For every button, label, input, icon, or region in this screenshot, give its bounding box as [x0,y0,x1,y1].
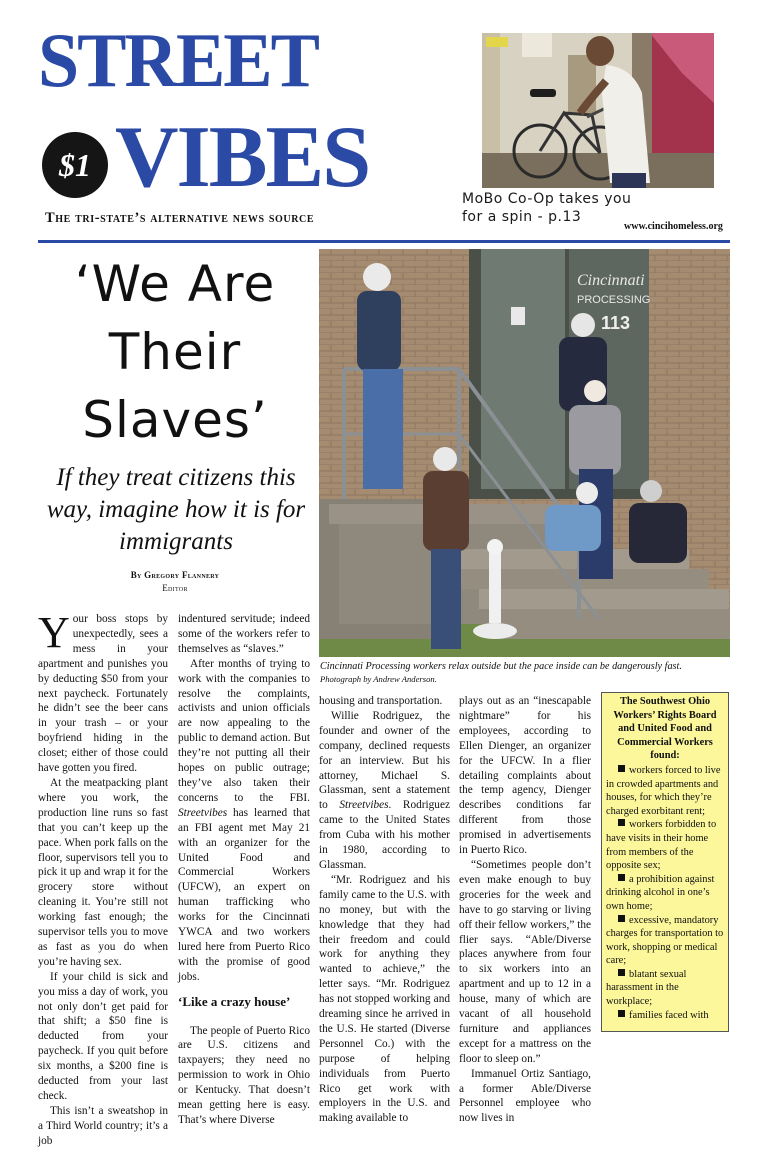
article-paragraph-6-text: After months of trying to work with the companies to resolve the complaints, activists and union officials are now appealing to the public to demand action. But they’re not putting all their hopes on public outrage; they’ve also taken their concerns to the FBI. [178,657,310,804]
sidebar-item [606,818,724,872]
bullet-square-icon [618,915,625,922]
article-paragraph-7: The people of Puerto Rico are U.S. citizens and taxpayers; they need no permission to work in Ohio or Kentucky. That doesn’t mean getting here is easy. That’s where Diverse [178,1024,310,1126]
byline-author: By Gregory Flannery [130,570,220,580]
sidebar-item-text: workers forbidden to have visits in their home from members of the opposite sex; [606,819,717,872]
sidebar-item-text: workers forced to live in crowded apartments and houses, for which they’re charged exorbitant rent; [606,764,721,817]
article-paragraph-2: At the meatpacking plant where you work, the production line runs so fast that you can’t keep up the pace. When pork falls on the floor, supervisors tell you to pick it up and wrap it for the grocery store without cleaning it. You’re still not working fast enough; the supervisor tells you to move as fast as you do when you’re having sex. [38,776,168,968]
sidebar-item-text: excessive, mandatory charges for transportation to work, shopping or medical care; [606,914,724,967]
article-headline [30,250,320,454]
article-paragraph-1-text: our boss stops by unexpectedly, sees a mess in your apartment and punishes you by deducting $50 from your next paycheck. Fortunately he didn’t see the beer cans in your trash – or your boyfriend hiding in the closet; either of those could have gotten you fired. [38,613,168,775]
sidebar-item [606,764,724,818]
bullet-square-icon [618,765,625,772]
article-subhead: ‘Like a crazy house’ [178,993,291,1009]
article-column-3 [319,694,450,1126]
mobo-photo[interactable] [482,33,714,188]
publication-name-2: Streetvibes [339,799,389,812]
photo-caption [320,660,735,686]
article-column-2 [178,612,310,1128]
masthead-rule [38,240,730,243]
publication-name: Streetvibes [178,806,228,819]
sidebar-item [606,873,724,914]
article-paragraph-9-b: . Rodriguez came to the United States from Cuba with his mother in 1980, according to Glassman. [319,799,450,871]
photo-caption-text: Cincinnati Processing workers relax outside but the pace inside can be dangerously fast. [320,661,682,672]
headline-line-2: Their [108,323,242,381]
article-paragraph-4: This isn’t a sweatshop in a Third World country; it’s a job [38,1104,168,1147]
byline-role: Editor [162,583,188,593]
sidebar-title: The Southwest Ohio Workers’ Rights Board and United Food and Commercial Workers found: [613,696,717,762]
price-label: $1 [59,146,91,183]
main-photo[interactable] [319,249,730,657]
article-column-1 [38,608,168,1149]
sidebar-item-text: blatant sexual harassment in the workplace; [606,968,687,1008]
masthead-tagline: The tri-state’s alternative news source [45,210,315,226]
photo-credit: Photograph by Andrew Anderson. [320,674,437,684]
sidebar-item-text: families faced with [629,1009,709,1021]
main-photo-illustration [319,249,730,657]
bullet-square-icon [618,969,625,976]
article-paragraph-6-rest: has learned that an FBI agent met May 21 with an organizer for the United Food and Commercial Workers (UFCW), an expert on human trafficking who works for the Cincinnati YWCA and two workers lured here from Puerto Rico with the promise of good jobs. [178,806,310,983]
article-paragraph-6 [178,657,310,985]
sidebar-item [606,1009,724,1023]
sidebar-item [606,914,724,968]
article-paragraph-9-a: Willie Rodriguez, the founder and owner of the company, declined requests for an interview. But his attorney, Michael S. Glassman, sent a statement to [319,709,450,812]
sidebar-item-text: a prohibition against drinking alcohol in one’s own home; [606,873,715,912]
article-paragraph-1 [38,608,168,776]
article-paragraph-5: indentured servitude; indeed some of the workers refer to themselves as “slaves.” [178,613,310,655]
bullet-square-icon [618,1010,625,1017]
price-badge [42,132,108,198]
dropcap: Y [38,608,70,657]
findings-sidebar [601,692,729,1032]
masthead-title-bottom: VIBES [115,109,370,206]
article-column-4 [459,694,591,1126]
article-paragraph-8: housing and transportation. [319,695,443,707]
building-sign-3: 113 [601,313,631,333]
article-byline [30,569,320,595]
article-paragraph-12: “Sometimes people don’t even make enough to buy groceries for the week and have to go starving or living off their fellow workers,” the flier says. “Able/Diverse places anywhere from four to six workers into an apartment and up to 12 in a house, many of which are vacant of all household furniture and appliances except for a mattress on the floor to sleep on.” [459,858,591,1065]
article-paragraph-9 [319,709,450,873]
article-paragraph-3: If your child is sick and you miss a day of work, you not only don’t get paid for that shift; a $50 fine is deducted from your paycheck. If you quit before six months, a $200 fine is deducted from your last check. [38,970,168,1102]
website-url[interactable]: www.cincihomeless.org [624,221,723,232]
building-sign-1: Cincinnati [577,272,645,289]
sidebar-item [606,968,724,1009]
bullet-square-icon [618,819,625,826]
article-deck: If they treat citizens this way, imagine how it is for immigrants [46,464,306,555]
headline-line-3: Slaves’ [82,391,268,449]
mobo-photo-illustration [482,33,714,188]
bullet-square-icon [618,874,625,881]
article-paragraph-11: plays out as an “inescapable nightmare” for his employees, according to Ellen Dienger, an organizer for the UFCW. In a flier detailing complaints about the temp agency, Dienger describes conditions far different from those promised in advertisements in Puerto Rico. [459,695,591,857]
teaser-mobo[interactable]: MoBo Co-Op takes you for a spin - p.13 [462,191,632,225]
masthead-title-top: STREET [38,17,319,104]
building-sign-2: PROCESSING [577,294,651,306]
article-paragraph-10: “Mr. Rodriguez and his family came to the U.S. with no money, but with the knowledge that they had their freedom and could work for anything they wanted to achieve,” the letter says. “Mr. Rodriguez has not stopped working and dreaming since he arrived in the U.S. He started (Diverse Personnel Co.) with the purpose of helping individuals from Puerto Rico get work with employers in the U.S. and making available to [319,873,450,1125]
article-paragraph-13: Immanuel Ortiz Santiago, a former Able/Diverse Personnel employee who now lives in [459,1067,591,1125]
headline-line-1: ‘We Are [74,255,276,313]
